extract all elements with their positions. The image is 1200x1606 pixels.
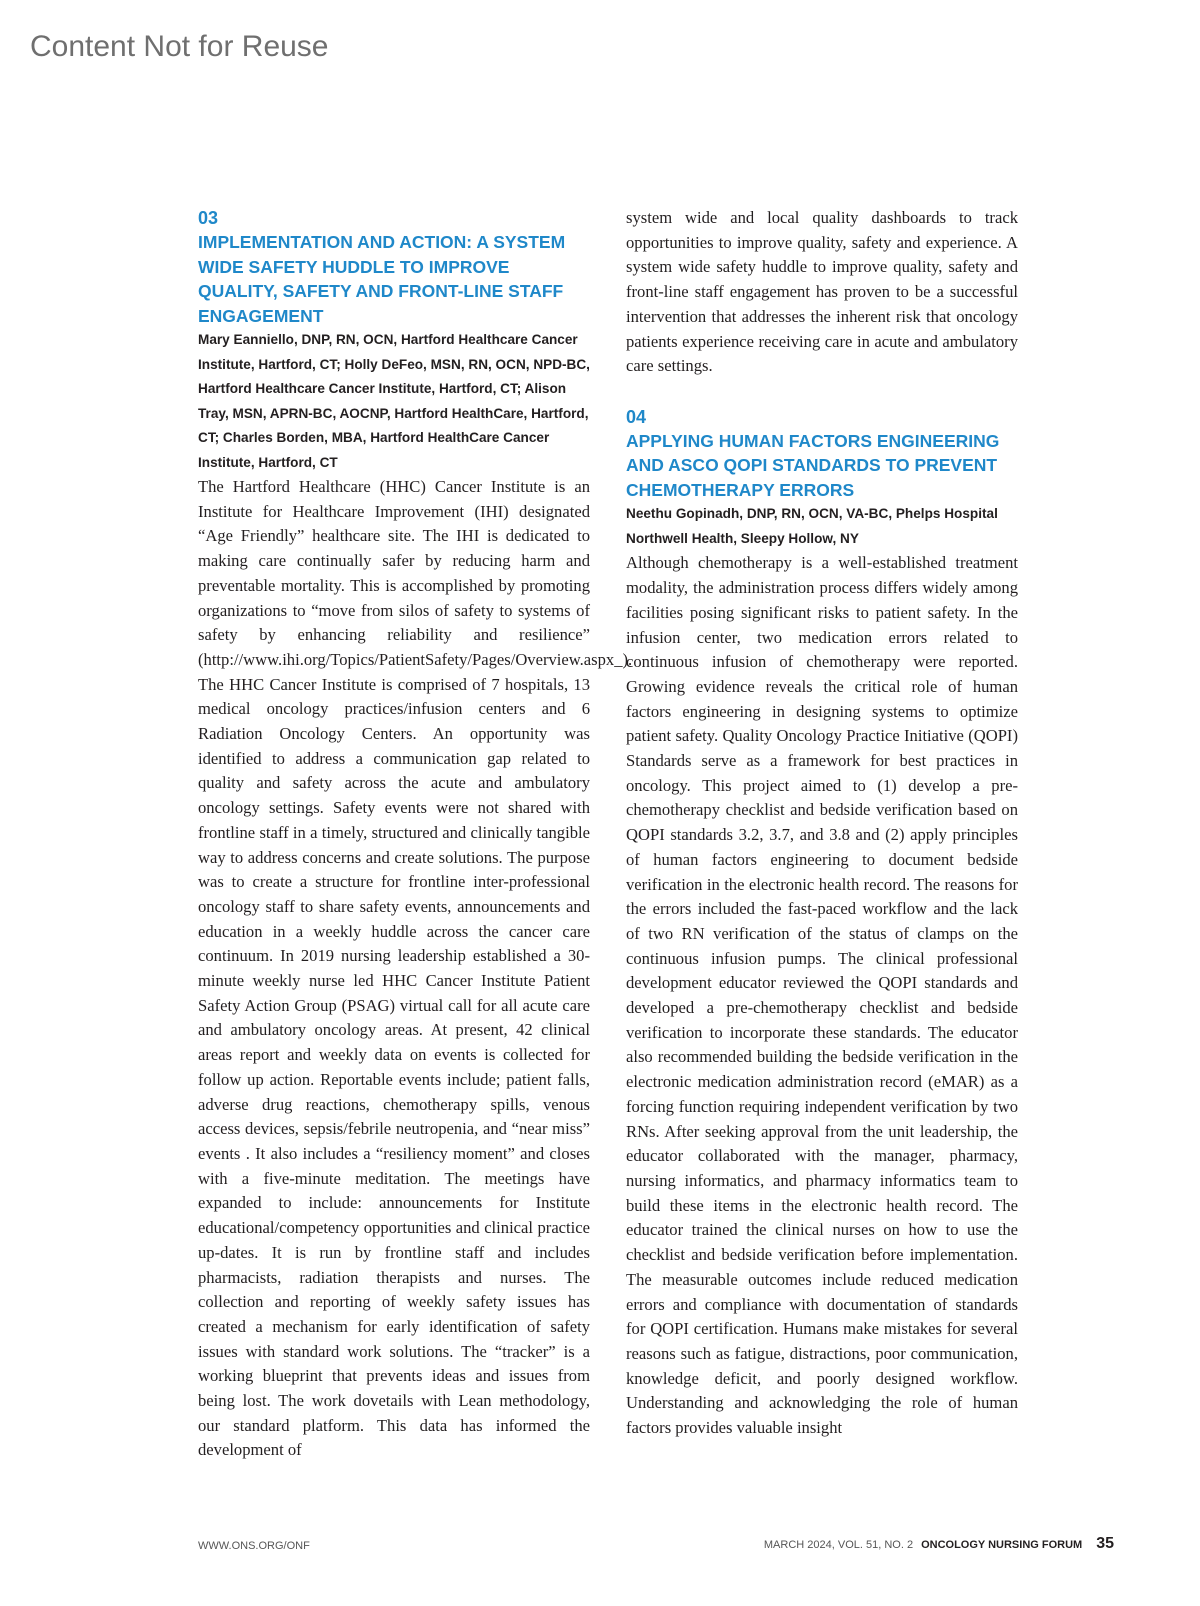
footer-journal: ONCOLOGY NURSING FORUM [921,1539,1083,1551]
right-column [626,206,1018,1441]
article-03-number: 03 [198,208,219,228]
page-number: 35 [1096,1535,1114,1552]
watermark: Content Not for Reuse [30,30,329,63]
article-04-title: APPLYING HUMAN FACTORS ENGINEERING AND ASCO QOPI STANDARDS TO PREVENT CHEMOTHERAPY ERRORS [626,430,1000,500]
article-03-title: IMPLEMENTATION AND ACTION: A SYSTEM WIDE SAFETY HUDDLE TO IMPROVE QUALITY, SAFETY AND FRONT-LINE STAFF ENGAGEMENT [198,232,566,326]
article-separator [626,379,1018,405]
footer-right [764,1535,1114,1553]
article-03-body: The Hartford Healthcare (HHC) Cancer Institute is an Institute for Healthcare Improvement (IHI) designated “Age Friendly” healthcare site. The IHI is dedicated to making care continually safer by reducing harm and preventable mortality. This is accomplished by promoting organizations to “move from silos of safety to systems of safety by enhancing reliability and resilience” (http://www.ihi.org/Topics/PatientSafety/Pages/Overview.aspx_). The HHC Cancer Institute is comprised of 7 hospitals, 13 medical oncology practices/infusion centers and 6 Radiation Oncology Centers. An opportunity was identified to address a communication gap related to quality and safety across the acute and ambulatory oncology settings. Safety events were not shared with frontline staff in a timely, structured and clinically tangible way to address concerns and create solutions. The purpose was to create a structure for frontline inter-professional oncology staff to share safety events, announcements and education in a weekly huddle across the cancer care continuum. In 2019 nursing leadership established a 30-minute weekly nurse led HHC Cancer Institute Patient Safety Action Group (PSAG) virtual call for all acute care and ambulatory oncology areas. At present, 42 clinical areas report and weekly data on events is collected for follow up action. Reportable events include; patient falls, adverse drug reactions, chemotherapy spills, venous access devices, sepsis/febrile neutropenia, and “near miss” events . It also includes a “resiliency moment” and closes with a five-minute meditation. The meetings have expanded to include: announcements for Institute educational/competency opportunities and clinical practice up-dates. It is run by frontline staff and includes pharmacists, radiation therapists and nurses. The collection and reporting of weekly safety issues has created a mechanism for early identification of safety issues with standard work solutions. The “tracker” is a working blueprint that prevents ideas and issues from being lost. The work dovetails with Lean methodology, our standard platform. This data has informed the development of [198,477,633,1460]
article-04-number: 04 [626,406,647,427]
footer-issue: MARCH 2024, VOL. 51, NO. 2 [763,1539,914,1551]
article-03-body-continued: system wide and local quality dashboards to track opportunities to improve quality, safety and experience. A system wide safety huddle to improve quality, safety and front-line staff engagement has proven to be a successful intervention that addresses the inherent risk that oncology patients experience receiving care in acute and ambulatory care settings. [626,208,1018,376]
article-03-authors: Mary Eanniello, DNP, RN, OCN, Hartford Healthcare Cancer Institute, Hartford, CT; Holly DeFeo, MSN, RN, OCN, NPD-BC, Hartford Healthcare Cancer Institute, Hartford, CT; Alison Tray, MSN, APRN-BC, AOCNP, Hartford HealthCare, Hartford, CT; Charles Borden, MBA, Hartford HealthCare Cancer Institute, Hartford, CT [198,332,590,470]
footer-url: WWW.ONS.ORG/ONF [198,1540,310,1552]
article-04-body: Although chemotherapy is a well-established treatment modality, the administration process differs widely among facilities posing significant risks to patient safety. In the infusion center, two medication errors related to continuous infusion of chemotherapy were reported. Growing evidence reveals the critical role of human factors engineering in designing systems to optimize patient safety. Quality Oncology Practice Initiative (QOPI) Standards serve as a framework for best practices in oncology. This project aimed to (1) develop a pre-chemotherapy checklist and bedside verification based on QOPI standards 3.2, 3.7, and 3.8 and (2) apply principles of human factors engineering to document bedside verification in the electronic health record. The reasons for the errors included the fast-paced workflow and the lack of two RN verification of the status of clamps on the continuous infusion pumps. The clinical professional development educator reviewed the QOPI standards and developed a pre-chemotherapy checklist and bedside verification to incorporate these standards. The educator also recommended building the bedside verification in the electronic medication administration record (eMAR) as a forcing function requiring independent verification by two RNs. After seeking approval from the unit leadership, the educator collaborated with the manager, pharmacy, nursing informatics, and pharmacy informatics team to build these items in the electronic health record. The educator trained the clinical nurses on how to use the checklist and bedside verification before implementation. The measurable outcomes include reduced medication errors and compliance with documentation of standards for QOPI certification. Humans make mistakes for several reasons such as fatigue, distractions, poor communication, knowledge deficit, and poorly designed workflow. Understanding and acknowledging the role of human factors provides valuable insight [626,553,1018,1438]
left-column [198,206,633,1463]
article-04-authors: Neethu Gopinadh, DNP, RN, OCN, VA-BC, Phelps Hospital Northwell Health, Sleepy Hollow, NY [626,506,998,546]
